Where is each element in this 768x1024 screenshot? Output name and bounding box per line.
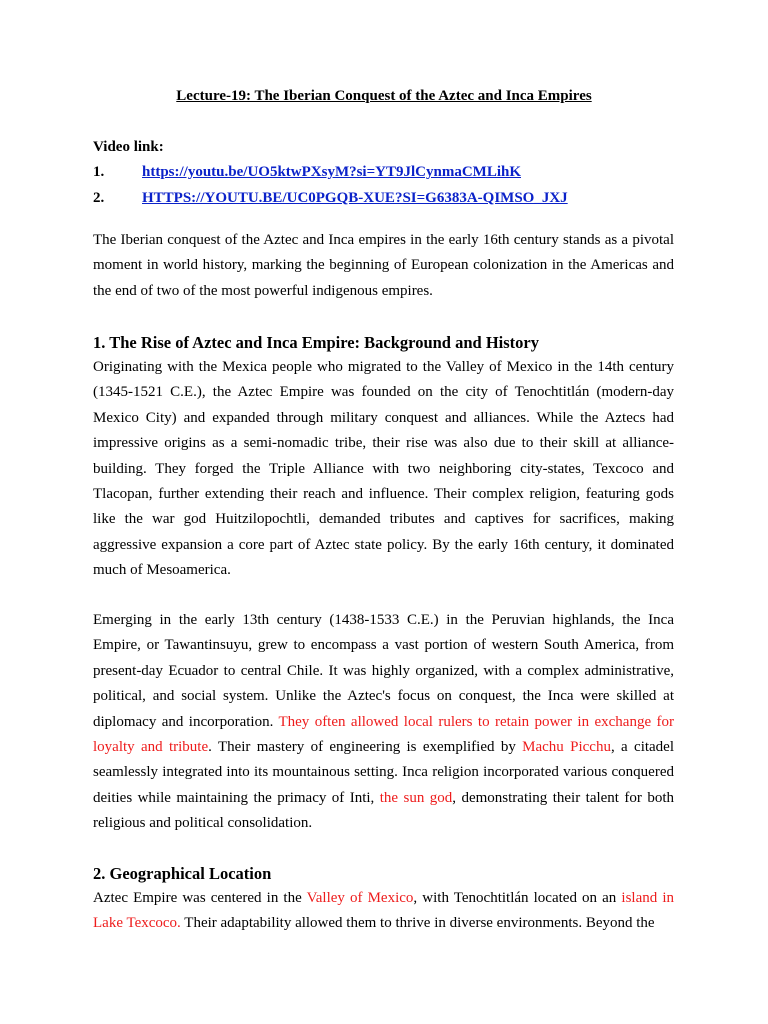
text-run: , with Tenochtitlán located on an	[413, 890, 622, 906]
text-run: Their adaptability allowed them to thrive in diverse environments. Beyond the	[180, 915, 655, 932]
highlighted-text: island in Lake Texcoco.	[93, 890, 675, 932]
text-run: Aztec Empire was centered in the	[93, 890, 307, 906]
text-run: . Their mastery of engineering is exemplified by	[208, 739, 523, 756]
video-link-label: Video link:	[93, 139, 164, 155]
geography-paragraph	[93, 886, 674, 937]
highlighted-text: Machu Picchu	[522, 739, 611, 756]
link-number: 1.	[93, 164, 105, 180]
video-link-item	[93, 164, 521, 181]
inca-paragraph	[93, 608, 674, 837]
video-link-1[interactable]: https://youtu.be/UO5ktwPXsyM?si=YT9JlCynmaCMLihK	[142, 164, 521, 180]
text-run: Emerging in the early 13th century (1438-1533 C.E.) in the Peruvian highlands, the Inca Empire, or Tawantinsuyu, grew to encompass a vast portion of western South America, from present-day Ecuador to central Chile. It was highly organized, with a complex administrative, political, and social system. Unlike the Aztec's focus on conquest, the Inca were skilled at diplomacy and incorporation.	[93, 612, 674, 730]
lecture-title: Lecture-19: The Iberian Conquest of the Aztec and Inca Empires	[176, 88, 592, 104]
link-number: 2.	[93, 190, 105, 206]
intro-paragraph: The Iberian conquest of the Aztec and Inca empires in the early 16th century stands as a pivotal moment in world history, marking the beginning of European colonization in the Americas and the end of two of the most powerful indigenous empires.	[93, 232, 674, 299]
video-link-2[interactable]: HTTPS://YOUTU.BE/UC0PGQB-XUE?SI=G6383A-QIMSO_JXJ	[142, 190, 568, 206]
highlighted-text: They often allowed local rulers to retain power in exchange for loyalty and tribute	[93, 713, 674, 756]
aztec-paragraph: Originating with the Mexica people who migrated to the Valley of Mexico in the 14th century (1345-1521 C.E.), the Aztec Empire was founded on the city of Tenochtitlán (modern-day Mexico City) and expanded through military conquest and alliances. While the Aztecs had impressive origins as a semi-nomadic tribe, their rise was also due to their skill at alliance-building. They forged the Triple Alliance with two neighboring city-states, Texcoco and Tlacopan, further extending their reach and influence. Their complex religion, featuring gods like the war god Huitzilopochtli, demanded tributes and captives for sacrifices, making aggressive expansion a core part of Aztec state policy. By the early 16th century, it dominated much of Mesoamerica.	[93, 359, 674, 579]
text-run: , demonstrating their talent for both religious and political consolidation.	[93, 789, 674, 832]
section-1-heading: 1. The Rise of Aztec and Inca Empire: Background and History	[93, 333, 539, 352]
section-2-heading: 2. Geographical Location	[93, 864, 272, 883]
highlighted-text: Valley of Mexico	[306, 890, 414, 906]
highlighted-text: the sun god	[379, 789, 453, 806]
video-link-item	[93, 190, 568, 207]
text-run: , a citadel seamlessly integrated into its mountainous setting. Inca religion incorporated various conquered deities while maintaining the primacy of Inti,	[93, 739, 675, 806]
